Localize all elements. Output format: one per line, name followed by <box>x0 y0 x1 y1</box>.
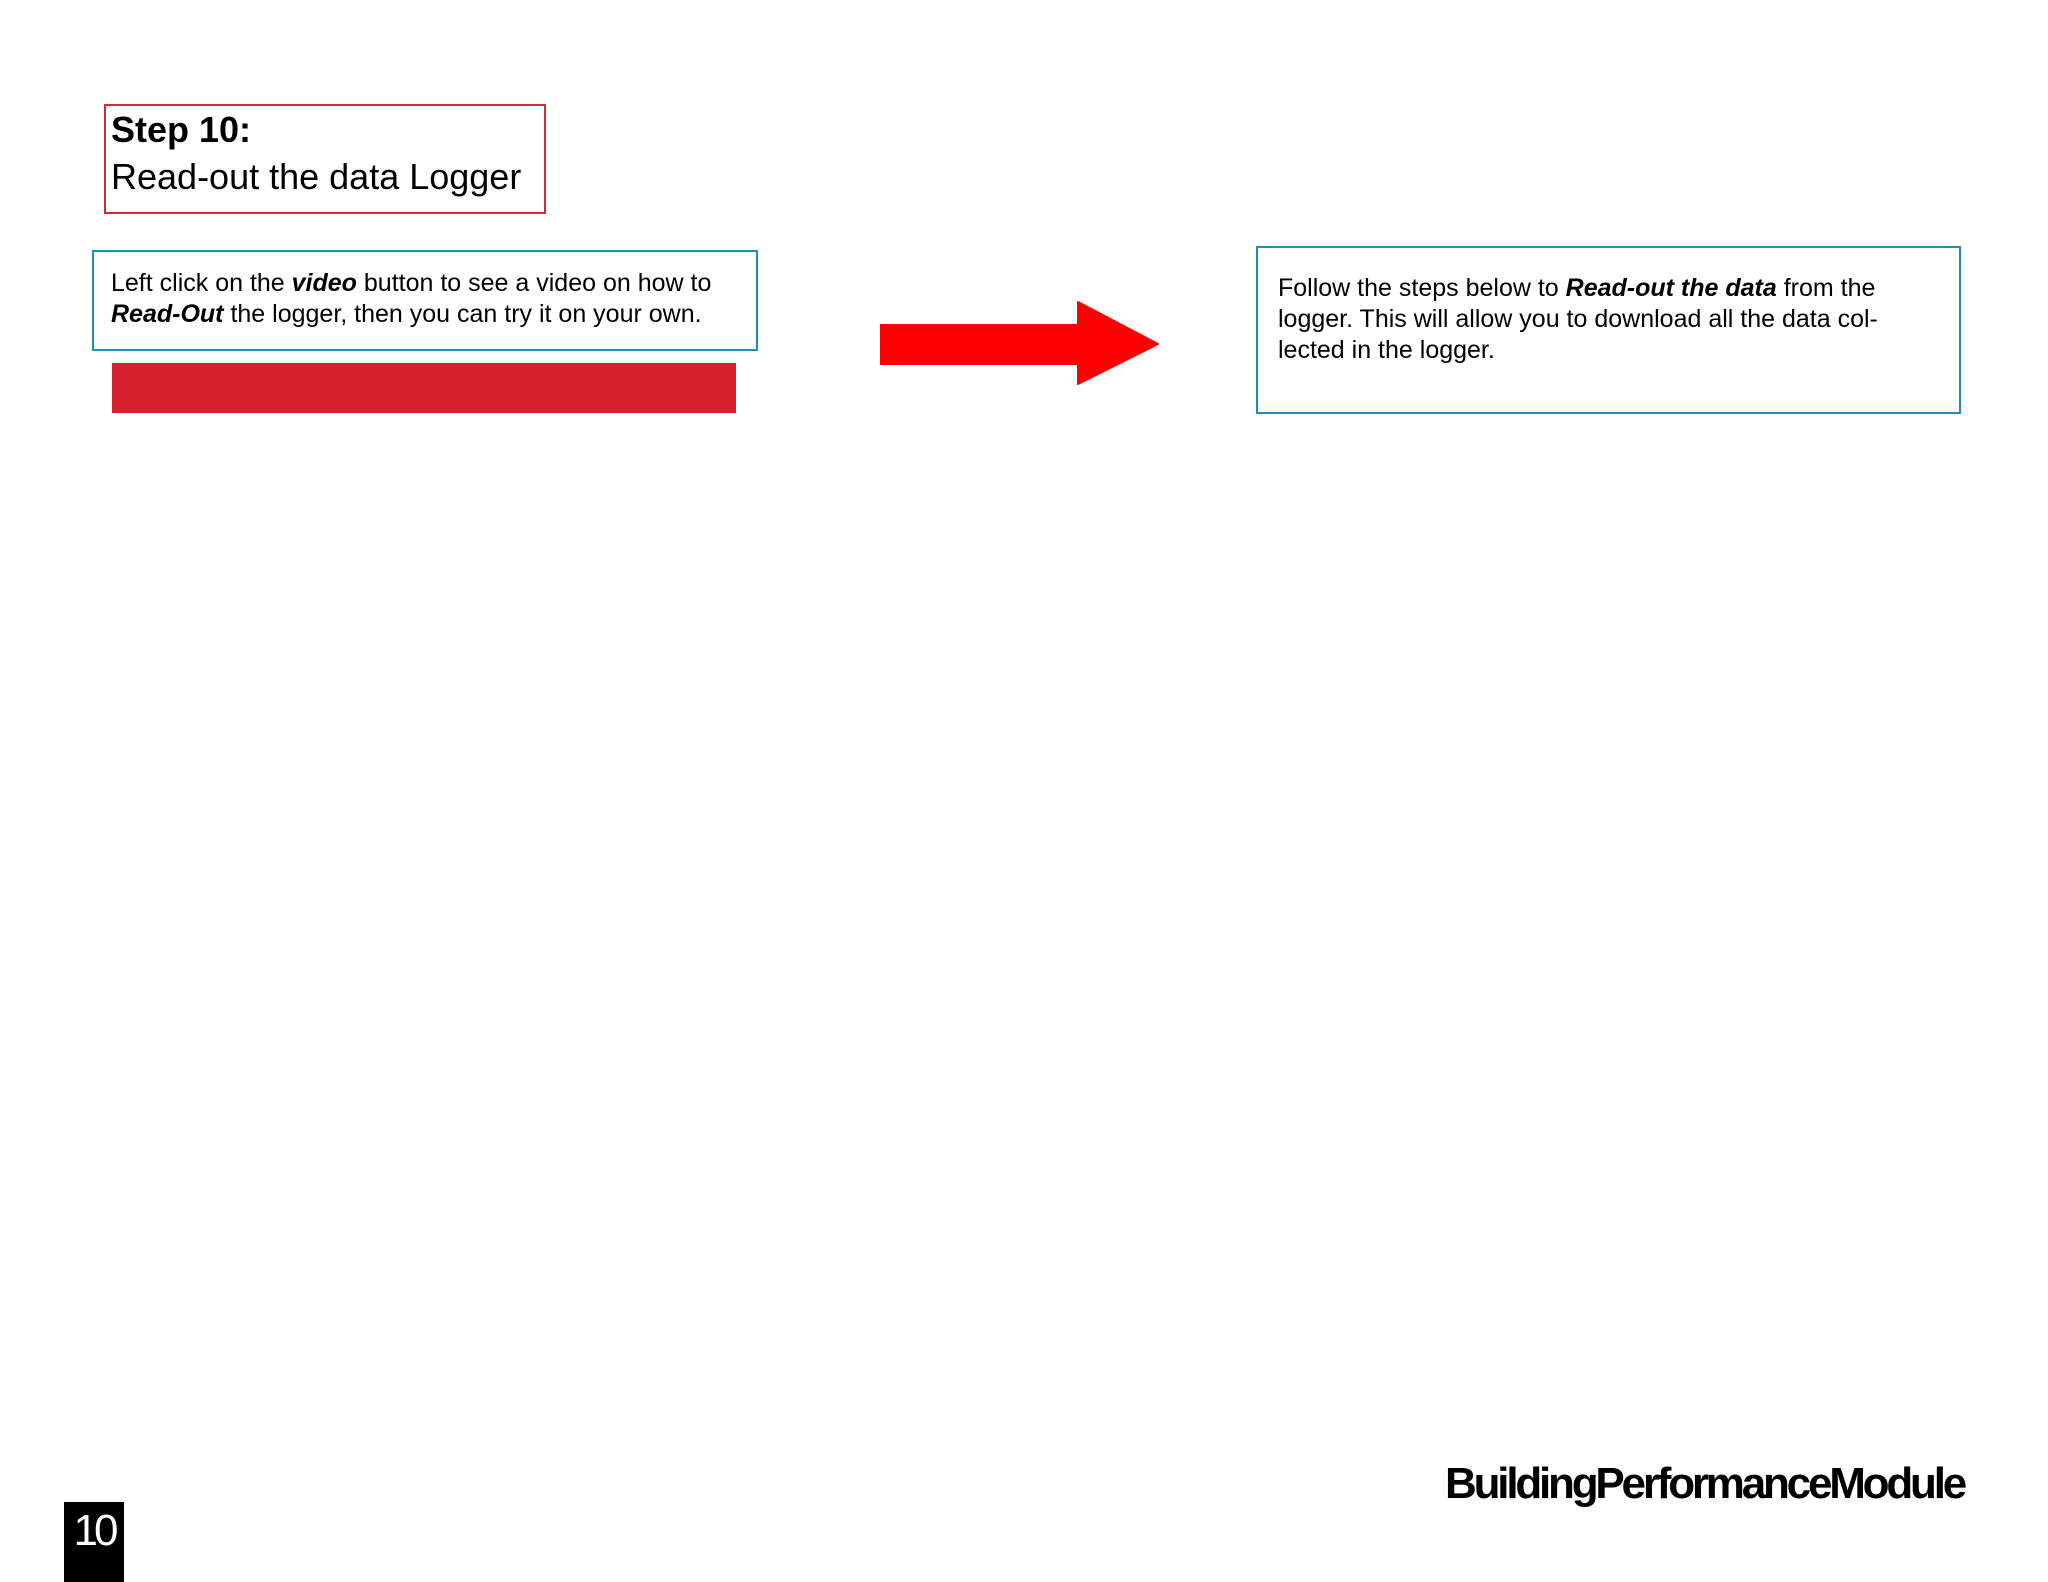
instruction-text: Follow the steps below to <box>1278 274 1566 302</box>
step-title: Read-out the data Logger <box>111 156 522 197</box>
page-number: 10 <box>64 1502 124 1582</box>
emphasis-read-out: Read-Out <box>111 300 224 328</box>
arrow-shape <box>880 302 1158 384</box>
video-instructions <box>92 250 758 351</box>
module-brand: BuildingPerformanceModule <box>1445 1459 1964 1508</box>
instruction-text: the logger, then you can try it on your own. <box>223 300 702 328</box>
emphasis-read-out-data: Read-out the data <box>1565 274 1777 302</box>
instruction-text: button to see a video on how to <box>356 269 712 297</box>
right-arrow-icon <box>880 298 1160 388</box>
video-button[interactable] <box>112 363 736 413</box>
emphasis-video: video <box>291 269 357 297</box>
step-number: Step 10: <box>111 109 252 150</box>
readout-instructions <box>1256 246 1961 414</box>
instruction-text: Left click on the <box>111 269 292 297</box>
step-header <box>104 104 546 214</box>
instruction-text: from the logger. This will allow you to download all the data col-lected in the logger. <box>1278 274 1878 364</box>
